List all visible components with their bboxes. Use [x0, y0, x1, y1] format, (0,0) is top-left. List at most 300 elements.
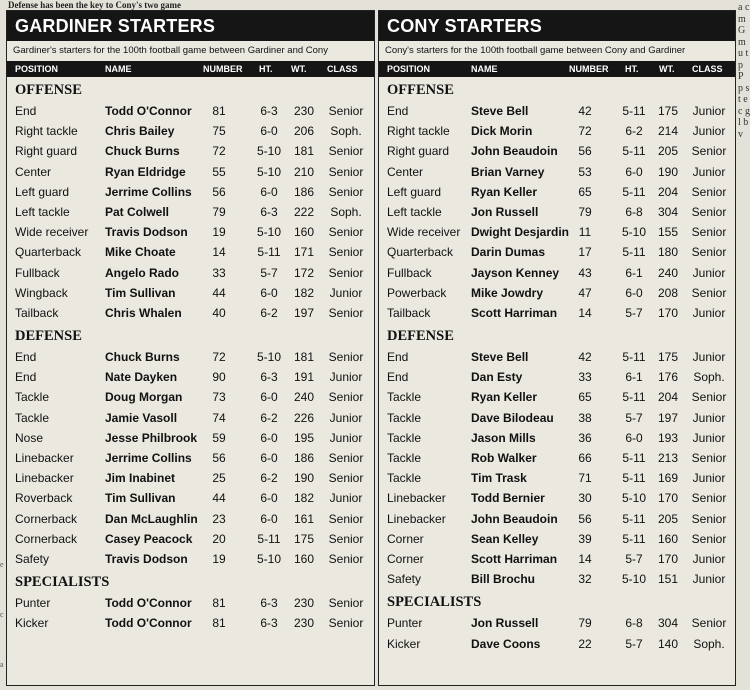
cell-position: Tackle [387, 390, 422, 405]
cell-height: 5-10 [256, 164, 282, 179]
cell-height: 6-3 [260, 204, 278, 219]
cell-number: 42 [578, 104, 592, 118]
cell-weight: 205 [657, 511, 679, 526]
cell-position: Right tackle [387, 124, 450, 139]
cell-number: 47 [578, 285, 592, 300]
adjacent-column-fragment-left: e c a [0, 560, 4, 669]
cell-weight: 186 [293, 451, 315, 465]
cell-weight: 195 [293, 430, 315, 445]
adjacent-column-fragment: a c m G m u t p P p s t e c g l b v [738, 2, 750, 140]
cell-name: Chris Whalen [105, 305, 182, 320]
cell-class: Senior [691, 245, 727, 260]
cell-name: Scott Harriman [471, 551, 558, 566]
cell-position: Kicker [15, 616, 49, 631]
cell-number: 23 [212, 511, 226, 526]
box-subtitle: Cony's starters for the 100th football game between Cony and Gardiner [385, 45, 686, 56]
table-row [379, 428, 735, 448]
table-row [7, 347, 374, 367]
cell-height: 5-7 [625, 636, 643, 651]
table-row [7, 222, 374, 242]
cony-starters-box [378, 10, 736, 686]
table-row [7, 613, 374, 633]
box-title: GARDINER STARTERS [7, 11, 374, 41]
cell-position: Tailback [387, 305, 431, 320]
cell-height: 6-2 [260, 471, 278, 486]
cell-name: Casey Peacock [105, 531, 193, 546]
table-row [7, 263, 374, 283]
cell-class: Senior [691, 225, 727, 240]
cell-height: 6-3 [260, 370, 278, 385]
cell-name: Jayson Kenney [471, 265, 560, 280]
cell-class: Senior [328, 184, 364, 199]
table-row [379, 242, 735, 262]
cell-position: End [15, 104, 37, 118]
cell-weight: 170 [657, 491, 679, 506]
cell-weight: 197 [293, 305, 315, 320]
cell-weight: 182 [293, 491, 315, 506]
cell-weight: 160 [657, 531, 679, 546]
cell-name: Nate Dayken [105, 370, 178, 385]
cell-number: 25 [212, 471, 226, 486]
cell-class: Junior [692, 350, 726, 365]
cell-weight: 222 [293, 204, 315, 219]
cell-position: Center [15, 164, 52, 179]
cell-height: 5-10 [256, 551, 282, 566]
cell-number: 56 [212, 451, 226, 465]
cell-name: Mike Jowdry [471, 285, 544, 300]
cell-class: Soph. [330, 124, 362, 139]
cell-weight: 180 [657, 245, 679, 260]
cell-number: 74 [212, 410, 226, 425]
cell-weight: 204 [657, 184, 679, 199]
cell-class: Senior [328, 596, 364, 611]
cell-number: 55 [212, 164, 226, 179]
cell-position: Tackle [387, 410, 422, 425]
cell-position: Left tackle [387, 204, 442, 219]
cell-number: 14 [212, 245, 226, 260]
cell-class: Junior [692, 471, 726, 486]
cell-number: 39 [578, 531, 592, 546]
cell-position: Quarterback [15, 245, 82, 260]
cell-class: Senior [328, 551, 364, 566]
cell-height: 6-0 [625, 430, 643, 445]
cell-class: Senior [328, 350, 364, 365]
cell-position: Linebacker [387, 491, 446, 506]
cell-position: Tackle [387, 451, 422, 465]
cell-number: 42 [578, 350, 592, 365]
cell-number: 43 [578, 265, 592, 280]
cell-weight: 161 [293, 511, 315, 526]
cell-number: 79 [212, 204, 226, 219]
cell-class: Senior [691, 616, 727, 631]
table-row [7, 549, 374, 569]
column-header-class: CLASS [327, 64, 358, 74]
cell-number: 17 [578, 245, 592, 260]
cell-position: Tackle [15, 410, 50, 425]
cell-class: Junior [692, 572, 726, 587]
cell-height: 5-11 [622, 184, 646, 199]
cell-number: 11 [578, 225, 592, 240]
cell-height: 6-0 [260, 511, 278, 526]
cell-number: 79 [578, 204, 592, 219]
cell-height: 5-7 [625, 551, 643, 566]
cell-position: Left guard [387, 184, 442, 199]
cell-name: Travis Dodson [105, 551, 188, 566]
cell-number: 19 [212, 551, 226, 566]
cell-position: Left tackle [15, 204, 70, 219]
box-subtitle: Gardiner's starters for the 100th football game between Gardiner and Cony [13, 45, 328, 56]
cell-class: Senior [691, 390, 727, 405]
cell-height: 6-1 [625, 265, 643, 280]
cell-position: Roverback [15, 491, 73, 506]
table-row [379, 634, 735, 654]
cell-name: Jason Mills [471, 430, 536, 445]
table-row [379, 162, 735, 182]
cell-weight: 176 [657, 370, 679, 385]
cell-weight: 175 [657, 104, 679, 118]
cell-weight: 304 [657, 204, 679, 219]
table-row [379, 182, 735, 202]
cell-number: 73 [212, 390, 226, 405]
cell-class: Soph. [330, 204, 362, 219]
gardiner-starters-box [6, 10, 375, 686]
cell-name: Jerrime Collins [105, 184, 192, 199]
cell-name: Steve Bell [471, 104, 529, 118]
cell-name: Doug Morgan [105, 390, 183, 405]
cell-weight: 160 [293, 225, 315, 240]
cell-name: Jon Russell [471, 616, 539, 631]
cell-name: Jon Russell [471, 204, 539, 219]
cell-weight: 181 [293, 144, 315, 159]
cell-height: 5-11 [622, 104, 646, 118]
cell-class: Junior [692, 265, 726, 280]
cell-class: Senior [328, 245, 364, 260]
cell-name: Dick Morin [471, 124, 533, 139]
section-heading: DEFENSE [387, 328, 454, 345]
cell-weight: 193 [657, 430, 679, 445]
cell-number: 72 [212, 144, 226, 159]
cell-name: Rob Walker [471, 451, 537, 465]
cell-name: Todd O'Connor [105, 596, 192, 611]
table-row [7, 448, 374, 468]
roster-table-body [7, 77, 374, 634]
cell-weight: 204 [657, 390, 679, 405]
table-row [379, 121, 735, 141]
cell-height: 6-0 [260, 285, 278, 300]
cell-position: Center [387, 164, 424, 179]
cell-number: 19 [212, 225, 226, 240]
table-row [7, 121, 374, 141]
cell-class: Junior [329, 410, 363, 425]
cell-number: 44 [212, 285, 226, 300]
cell-number: 71 [578, 471, 592, 486]
cell-height: 5-10 [621, 572, 647, 587]
cell-number: 32 [578, 572, 592, 587]
cell-position: Linebacker [15, 471, 74, 486]
cell-class: Senior [691, 491, 727, 506]
cell-number: 56 [578, 511, 592, 526]
cell-position: Nose [15, 430, 44, 445]
column-header-height: HT. [625, 64, 639, 74]
cell-height: 5-11 [622, 390, 646, 405]
table-row [7, 468, 374, 488]
cell-position: End [387, 370, 409, 385]
column-header-name: NAME [105, 64, 132, 74]
table-row [7, 428, 374, 448]
cell-weight: 172 [293, 265, 315, 280]
cell-weight: 214 [657, 124, 679, 139]
column-header-weight: WT. [659, 64, 675, 74]
cell-name: Chuck Burns [105, 350, 180, 365]
cell-position: Wide receiver [15, 225, 89, 240]
cell-name: Ryan Eldridge [105, 164, 186, 179]
cell-position: Safety [15, 551, 50, 566]
cell-class: Junior [329, 285, 363, 300]
cell-class: Senior [691, 511, 727, 526]
cell-name: Darin Dumas [471, 245, 546, 260]
cell-position: Right tackle [15, 124, 78, 139]
table-row [7, 303, 374, 323]
cell-class: Senior [328, 104, 364, 118]
cell-weight: 230 [293, 104, 315, 118]
table-row [379, 141, 735, 161]
cell-class: Junior [692, 551, 726, 566]
cell-name: Mike Choate [105, 245, 176, 260]
cell-name: Scott Harriman [471, 305, 558, 320]
column-header-weight: WT. [291, 64, 307, 74]
cell-position: Wingback [15, 285, 68, 300]
cell-height: 5-11 [622, 451, 646, 465]
cell-number: 33 [578, 370, 592, 385]
table-row [7, 162, 374, 182]
cell-position: Kicker [387, 636, 421, 651]
cell-number: 14 [578, 551, 592, 566]
cell-number: 53 [578, 164, 592, 179]
cell-weight: 181 [293, 350, 315, 365]
column-header-name: NAME [471, 64, 498, 74]
cell-height: 6-3 [260, 616, 278, 631]
cell-class: Junior [692, 104, 726, 118]
cell-number: 72 [212, 350, 226, 365]
table-row [7, 182, 374, 202]
cell-name: Sean Kelley [471, 531, 539, 546]
cell-position: Quarterback [387, 245, 454, 260]
cell-position: Right guard [15, 144, 78, 159]
cell-name: John Beaudoin [471, 511, 558, 526]
table-row [7, 283, 374, 303]
column-header-position: POSITION [15, 64, 59, 74]
table-row [379, 529, 735, 549]
cell-position: End [387, 104, 409, 118]
cell-weight: 160 [293, 551, 315, 566]
cell-weight: 169 [657, 471, 679, 486]
cell-name: Todd O'Connor [105, 104, 192, 118]
cell-number: 66 [578, 451, 592, 465]
cell-height: 6-2 [260, 410, 278, 425]
box-title: CONY STARTERS [379, 11, 735, 41]
cell-number: 20 [212, 531, 226, 546]
column-header-number: NUMBER [569, 64, 609, 74]
cell-number: 81 [212, 596, 226, 611]
cell-weight: 208 [657, 285, 679, 300]
table-row [379, 613, 735, 633]
cell-position: Cornerback [15, 531, 78, 546]
cell-class: Senior [328, 164, 364, 179]
cell-position: Corner [387, 551, 424, 566]
cell-name: Brian Varney [471, 164, 545, 179]
cell-name: Angelo Rado [105, 265, 179, 280]
cell-name: Jerrime Collins [105, 451, 192, 465]
cell-position: End [387, 350, 409, 365]
table-row [7, 387, 374, 407]
cell-weight: 210 [293, 164, 315, 179]
cell-number: 59 [212, 430, 226, 445]
cell-height: 6-2 [625, 124, 643, 139]
cell-height: 5-10 [256, 225, 282, 240]
table-row [379, 488, 735, 508]
cell-name: Ryan Keller [471, 184, 538, 199]
table-row [379, 509, 735, 529]
cell-height: 6-0 [260, 430, 278, 445]
section-heading: OFFENSE [387, 82, 454, 98]
cell-height: 6-0 [260, 451, 278, 465]
cell-name: Dan Esty [471, 370, 523, 385]
cell-position: Cornerback [15, 511, 78, 526]
table-row [379, 101, 735, 121]
section-heading: DEFENSE [15, 328, 82, 345]
cell-class: Junior [692, 124, 726, 139]
cell-number: 90 [212, 370, 226, 385]
cell-height: 6-0 [260, 124, 278, 139]
table-row [7, 488, 374, 508]
cell-height: 5-7 [625, 305, 643, 320]
cell-number: 79 [578, 616, 592, 631]
table-row [7, 367, 374, 387]
cell-height: 6-0 [260, 491, 278, 506]
cell-height: 6-0 [260, 184, 278, 199]
cell-weight: 226 [293, 410, 315, 425]
cell-position: End [15, 370, 37, 385]
cell-name: Dwight Desjardin [471, 225, 570, 240]
table-row [7, 509, 374, 529]
cell-name: Chris Bailey [105, 124, 175, 139]
cell-class: Senior [328, 390, 364, 405]
cell-number: 38 [578, 410, 592, 425]
cell-class: Senior [328, 616, 364, 631]
table-row [379, 569, 735, 589]
cell-name: Dave Bilodeau [471, 410, 554, 425]
table-row [7, 141, 374, 161]
cell-height: 5-10 [256, 350, 282, 365]
cell-class: Junior [329, 370, 363, 385]
cell-position: Linebacker [387, 511, 446, 526]
cell-weight: 175 [657, 350, 679, 365]
cell-position: Fullback [387, 265, 432, 280]
section-heading: OFFENSE [15, 82, 82, 98]
cell-height: 6-0 [260, 390, 278, 405]
table-row [379, 387, 735, 407]
table-row [7, 202, 374, 222]
cell-weight: 190 [657, 164, 679, 179]
section-heading: SPECIALISTS [387, 594, 482, 611]
cell-name: Todd Bernier [471, 491, 545, 506]
cell-name: Steve Bell [471, 350, 529, 365]
cell-height: 5-10 [621, 491, 647, 506]
cell-class: Junior [329, 491, 363, 506]
table-row [379, 367, 735, 387]
cell-name: Chuck Burns [105, 144, 180, 159]
cell-class: Senior [691, 451, 727, 465]
cell-class: Senior [328, 144, 364, 159]
cell-class: Senior [328, 451, 364, 465]
cell-height: 6-2 [260, 305, 278, 320]
cell-number: 30 [578, 491, 592, 506]
cell-class: Senior [691, 531, 727, 546]
cell-weight: 240 [657, 265, 679, 280]
cell-class: Senior [328, 265, 364, 280]
cell-class: Soph. [693, 370, 725, 385]
cell-height: 5-7 [260, 265, 278, 280]
cell-number: 44 [212, 491, 226, 506]
cell-number: 40 [212, 305, 226, 320]
cell-number: 65 [578, 184, 592, 199]
cell-class: Senior [328, 511, 364, 526]
cell-weight: 186 [293, 184, 315, 199]
cell-weight: 230 [293, 616, 315, 631]
table-row [379, 448, 735, 468]
cell-number: 81 [212, 104, 226, 118]
table-row [7, 593, 374, 613]
cell-height: 5-10 [256, 144, 282, 159]
cell-class: Junior [692, 305, 726, 320]
cell-height: 6-8 [625, 204, 643, 219]
table-row [379, 347, 735, 367]
cell-weight: 170 [657, 305, 679, 320]
table-row [379, 549, 735, 569]
cell-class: Senior [328, 225, 364, 240]
cell-height: 5-11 [622, 531, 646, 546]
cell-number: 56 [212, 184, 226, 199]
cell-height: 5-11 [622, 511, 646, 526]
column-header-row [379, 61, 735, 77]
table-row [7, 242, 374, 262]
cell-position: Linebacker [15, 451, 74, 465]
cell-height: 5-11 [257, 245, 281, 260]
table-row [379, 263, 735, 283]
cell-number: 33 [212, 265, 226, 280]
cell-class: Senior [328, 531, 364, 546]
table-row [379, 408, 735, 428]
cell-number: 22 [578, 636, 592, 651]
cell-weight: 205 [657, 144, 679, 159]
table-row [379, 283, 735, 303]
cell-weight: 213 [657, 451, 679, 465]
cell-weight: 155 [657, 225, 679, 240]
cell-name: Ryan Keller [471, 390, 538, 405]
table-row [379, 303, 735, 323]
cell-weight: 240 [293, 390, 315, 405]
cell-height: 5-11 [257, 531, 281, 546]
cell-position: Punter [15, 596, 51, 611]
column-header-number: NUMBER [203, 64, 243, 74]
cell-position: Safety [387, 572, 422, 587]
column-header-class: CLASS [692, 64, 723, 74]
cell-name: Todd O'Connor [105, 616, 192, 631]
section-heading: SPECIALISTS [15, 574, 110, 591]
table-row [379, 222, 735, 242]
cell-height: 5-11 [622, 144, 646, 159]
cell-number: 72 [578, 124, 592, 139]
